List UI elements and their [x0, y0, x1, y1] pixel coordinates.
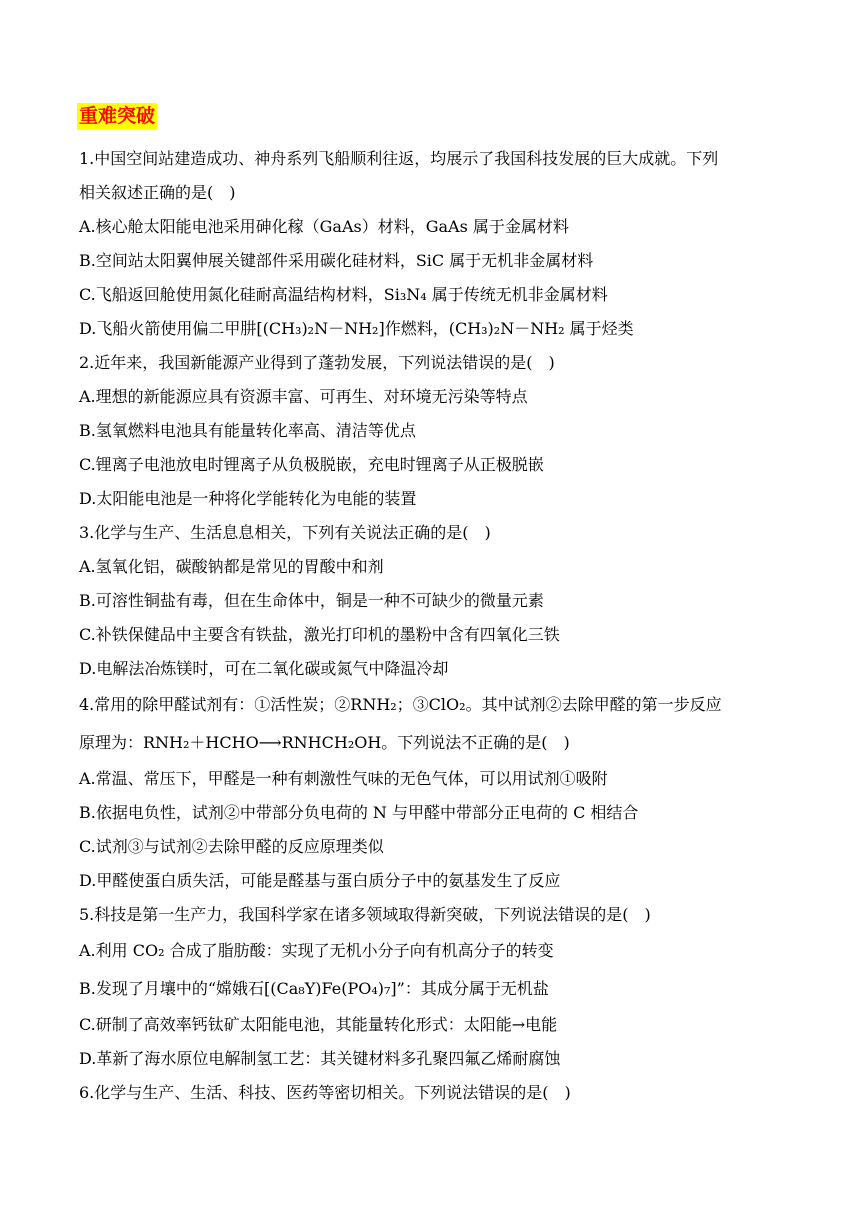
text-line: D.太阳能电池是一种将化学能转化为电能的装置: [79, 489, 417, 508]
text-line: D.甲醛使蛋白质失活，可能是醛基与蛋白质分子中的氨基发生了反应: [79, 871, 561, 890]
text-line: 4.常用的除甲醛试剂有：①活性炭；②RNH₂；③ClO₂。其中试剂②去除甲醛的第一步反应: [79, 695, 722, 714]
text-line: A.氢氧化铝，碳酸钠都是常见的胃酸中和剂: [79, 557, 384, 576]
text-line: B.空间站太阳翼伸展关键部件采用碳化硅材料，SiC 属于无机非金属材料: [79, 251, 594, 270]
text-line: A.利用 CO₂ 合成了脂肪酸：实现了无机小分子向有机高分子的转变: [79, 941, 554, 960]
question-list: [79, 142, 799, 1110]
text-line: C.补铁保健品中主要含有铁盐，激光打印机的墨粉中含有四氧化三铁: [79, 625, 560, 644]
text-line: A.常温、常压下，甲醛是一种有刺激性气味的无色气体，可以用试剂①吸附: [79, 769, 608, 788]
text-line: D.革新了海水原位电解制氢工艺：其关键材料多孔聚四氟乙烯耐腐蚀: [79, 1049, 561, 1068]
section-heading: 重难突破: [77, 103, 157, 130]
text-line: 6.化学与生产、生活、科技、医药等密切相关。下列说法错误的是( ): [79, 1083, 571, 1102]
text-line: D.飞船火箭使用偏二甲肼[(CH₃)₂N－NH₂]作燃料，(CH₃)₂N－NH₂ 属于烃类: [79, 319, 634, 338]
text-line: C.研制了高效率钙钛矿太阳能电池，其能量转化形式：太阳能→电能: [79, 1015, 558, 1034]
text-line: A.核心舱太阳能电池采用砷化稼（GaAs）材料，GaAs 属于金属材料: [79, 217, 569, 236]
text-line: 相关叙述正确的是( ): [79, 183, 236, 202]
text-line: B.可溶性铜盐有毒，但在生命体中，铜是一种不可缺少的微量元素: [79, 591, 544, 610]
text-line: B.氢氧燃料电池具有能量转化率高、清洁等优点: [79, 421, 416, 440]
text-line: 3.化学与生产、生活息息相关，下列有关说法正确的是( ): [79, 523, 491, 542]
text-line: D.电解法冶炼镁时，可在二氧化碳或氮气中降温冷却: [79, 659, 449, 678]
text-line: B.依据电负性，试剂②中带部分负电荷的 N 与甲醛中带部分正电荷的 C 相结合: [79, 803, 639, 822]
text-line: C.锂离子电池放电时锂离子从负极脱嵌，充电时锂离子从正极脱嵌: [79, 455, 544, 474]
text-line: C.飞船返回舱使用氮化硅耐高温结构材料，Si₃N₄ 属于传统无机非金属材料: [79, 285, 608, 304]
text-line: 1.中国空间站建造成功、神舟系列飞船顺利往返，均展示了我国科技发展的巨大成就。下列: [79, 149, 719, 168]
text-line: B.发现了月壤中的“嫦娥石[(Ca₈Y)Fe(PO₄)₇]”：其成分属于无机盐: [79, 979, 549, 998]
text-line: 原理为：RNH₂＋HCHO⟶RNHCH₂OH。下列说法不正确的是( ): [79, 733, 570, 752]
text-line: C.试剂③与试剂②去除甲醛的反应原理类似: [79, 837, 384, 856]
text-line: 5.科技是第一生产力，我国科学家在诸多领域取得新突破，下列说法错误的是( ): [79, 905, 651, 924]
text-line: 2.近年来，我国新能源产业得到了蓬勃发展，下列说法错误的是( ): [79, 353, 555, 372]
text-line: A.理想的新能源应具有资源丰富、可再生、对环境无污染等特点: [79, 387, 528, 406]
